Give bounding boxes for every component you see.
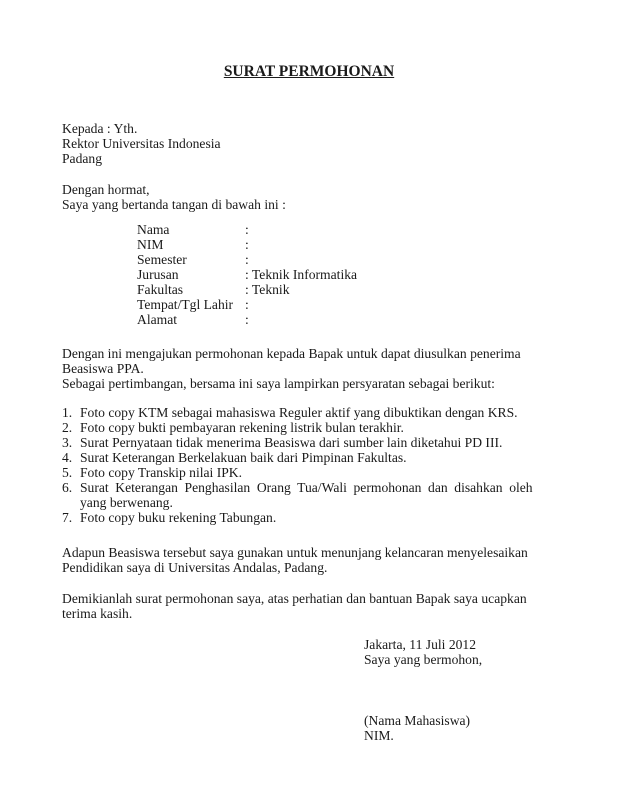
field-label-alamat: Alamat (137, 312, 178, 327)
closing-line-2: terima kasih. (62, 606, 133, 621)
list-item: Foto copy buku rekening Tabungan. (80, 510, 277, 525)
intro: Saya yang bertanda tangan di bawah ini : (62, 197, 286, 212)
closing-line-1: Demikianlah surat permohonan saya, atas perhatian dan bantuan Bapak saya ucapkan (62, 591, 527, 606)
recipient-line-1: Kepada : Yth. (62, 121, 138, 136)
field-label-tempat-tgl-lahir: Tempat/Tgl Lahir (137, 297, 234, 312)
purpose-line-1: Adapun Beasiswa tersebut saya gunakan untuk menunjang kelancaran menyelesaikan (62, 545, 528, 560)
request-line-1: Dengan ini mengajukan permohonan kepada Bapak untuk dapat diusulkan penerima (62, 346, 521, 361)
signature-nim: NIM. (364, 728, 394, 743)
place-date: Jakarta, 11 Juli 2012 (364, 637, 477, 652)
field-value-jurusan: : Teknik Informatika (245, 267, 358, 282)
field-value-nama: : (245, 222, 249, 237)
list-item-number: 5. (62, 465, 73, 480)
purpose-line-2: Pendidikan saya di Universitas Andalas, Padang. (62, 560, 328, 575)
letter-title (0, 64, 618, 80)
list-item-number: 3. (62, 435, 73, 450)
signature-name: (Nama Mahasiswa) (364, 713, 471, 728)
field-value-semester: : (245, 252, 249, 267)
list-item-continuation: yang berwenang. (80, 495, 173, 510)
field-label-nim: NIM (137, 237, 164, 252)
list-item-number: 7. (62, 510, 73, 525)
greeting: Dengan hormat, (62, 182, 150, 197)
list-item: Foto copy bukti pembayaran rekening listrik bulan terakhir. (80, 420, 404, 435)
field-value-fakultas: : Teknik (245, 282, 290, 297)
list-item: Foto copy Transkip nilai IPK. (80, 465, 243, 480)
recipient-line-2: Rektor Universitas Indonesia (62, 136, 221, 151)
list-item-number: 2. (62, 420, 73, 435)
list-item: Surat Keterangan Penghasilan Orang Tua/Wali permohonan dan disahkan oleh (80, 480, 533, 495)
list-item: Foto copy KTM sebagai mahasiswa Reguler aktif yang dibuktikan dengan KRS. (80, 405, 518, 420)
list-item-number: 4. (62, 450, 73, 465)
list-item: Surat Pernyataan tidak menerima Beasiswa dari sumber lain diketahui PD III. (80, 435, 503, 450)
applicant-label: Saya yang bermohon, (364, 652, 483, 667)
field-label-fakultas: Fakultas (137, 282, 184, 297)
list-item-number: 6. (62, 480, 73, 495)
list-item: Surat Keterangan Berkelakuan baik dari Pimpinan Fakultas. (80, 450, 407, 465)
recipient-line-3: Padang (62, 151, 103, 166)
field-value-alamat: : (245, 312, 249, 327)
field-value-nim: : (245, 237, 249, 252)
field-label-jurusan: Jurusan (137, 267, 179, 282)
field-value-tempat-tgl-lahir: : (245, 297, 249, 312)
field-label-nama: Nama (137, 222, 170, 237)
request-line-3: Sebagai pertimbangan, bersama ini saya lampirkan persyaratan sebagai berikut: (62, 376, 495, 391)
request-line-2: Beasiswa PPA. (62, 361, 144, 376)
list-item-number: 1. (62, 405, 73, 420)
letter-title-text: SURAT PERMOHONAN (223, 63, 395, 80)
field-label-semester: Semester (137, 252, 187, 267)
